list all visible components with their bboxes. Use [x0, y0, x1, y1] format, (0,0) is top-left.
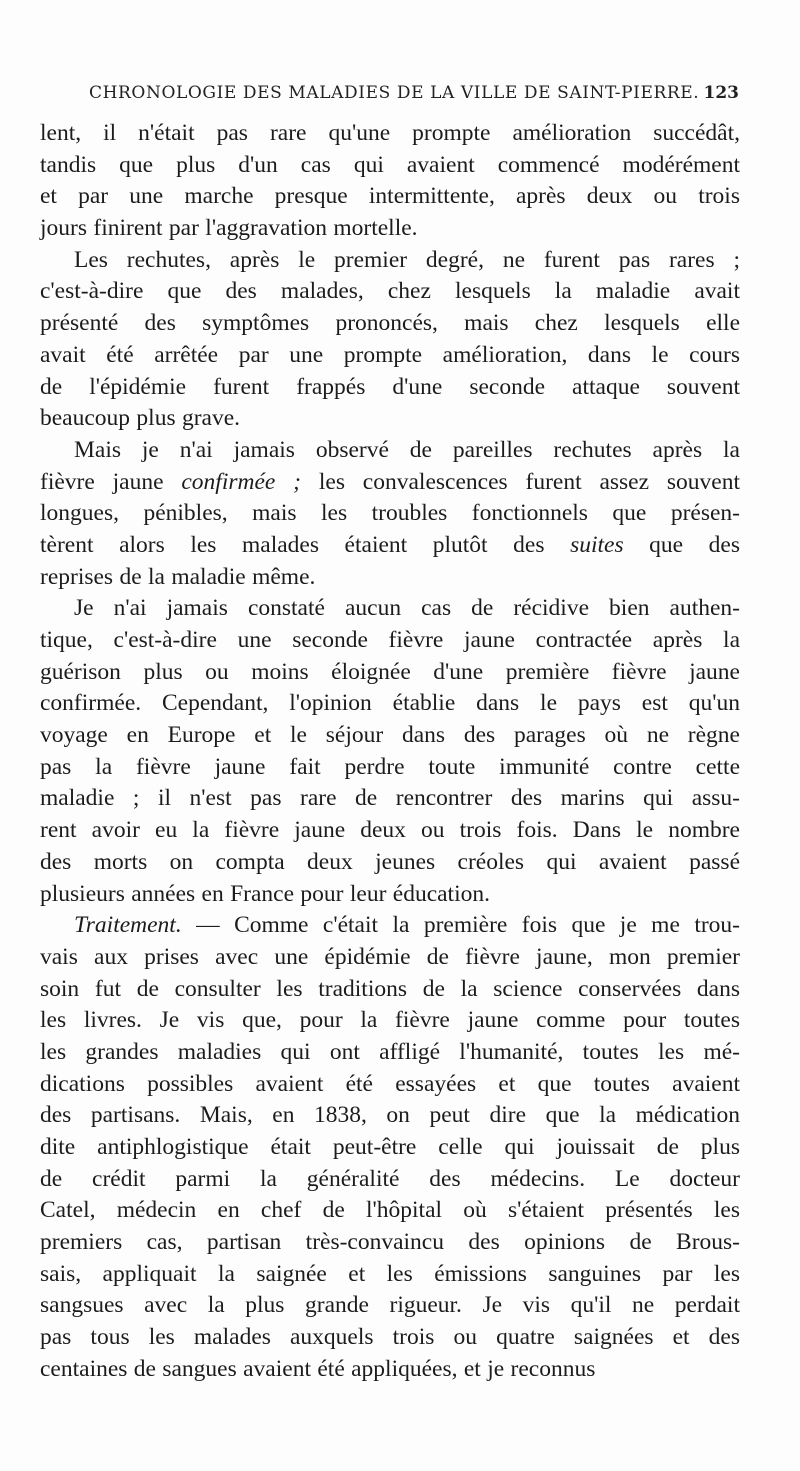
text-run: — Comme c'était la première fois que je me trou- — [181, 912, 740, 939]
text-line: les livres. Je vis que, pour la fièvre jaune comme pour toutes — [40, 1007, 740, 1034]
text-line: pas la fièvre jaune fait perdre toute immunité contre cette — [40, 753, 740, 780]
text-line: vais aux prises avec une épidémie de fièvre jaune, mon premier — [40, 943, 740, 970]
text-line: soin fut de consulter les traditions de la science conservées dans — [40, 975, 740, 1002]
italic-text: suites — [570, 531, 624, 558]
body-text — [40, 118, 740, 1386]
text-line: avait été arrêtée par une prompte amélioration, dans le cours — [40, 341, 740, 368]
text-line: Catel, médecin en chef de l'hôpital où s'étaient présentés les — [40, 1197, 740, 1224]
text-line: guérison plus ou moins éloignée d'une première fièvre jaune — [40, 658, 740, 685]
italic-text: confirmée ; — [181, 468, 302, 495]
text-line: confirmée. Cependant, l'opinion établie dans le pays est qu'un — [40, 690, 740, 717]
text-line: dications possibles avaient été essayées et que toutes avaient — [40, 1070, 740, 1097]
text-line: présenté des symptômes prononcés, mais chez lesquels elle — [40, 310, 740, 337]
text-line: plusieurs années en France pour leur éducation. — [40, 880, 490, 907]
text-line: rent avoir eu la fièvre jaune deux ou trois fois. Dans le nombre — [40, 817, 740, 844]
text-line: beaucoup plus grave. — [40, 405, 241, 432]
text-line — [40, 530, 740, 562]
italic-text: Traitement. — [74, 912, 182, 939]
running-title: CHRONOLOGIE DES MALADIES DE LA VILLE DE SAINT-PIERRE. — [89, 83, 700, 103]
text-line: lent, il n'était pas rare qu'une prompte amélioration succédât, — [40, 120, 740, 146]
text-run: que des — [623, 531, 740, 558]
text-line: Je n'ai jamais constaté aucun cas de récidive bien authen- — [74, 595, 740, 622]
text-line: des partisans. Mais, en 1838, on peut dire que la médication — [40, 1102, 740, 1129]
text-line: maladie ; il n'est pas rare de rencontrer des marins qui assu- — [40, 785, 740, 812]
text-line: pas tous les malades auxquels trois ou quatre saignées et des — [40, 1324, 740, 1351]
text-run: fièvre jaune — [40, 468, 182, 495]
text-line: de l'épidémie furent frappés d'une seconde attaque souvent — [40, 373, 740, 400]
text-line: voyage en Europe et le séjour dans des parages où ne règne — [40, 722, 740, 749]
text-run: tèrent alors les malades étaient plutôt des — [40, 531, 571, 558]
text-line: longues, pénibles, mais les troubles fonctionnels que présen- — [40, 500, 740, 527]
text-line: de crédit parmi la généralité des médecins. Le docteur — [40, 1165, 740, 1192]
text-line: sangsues avec la plus grande rigueur. Je vis qu'il ne perdait — [40, 1292, 740, 1319]
text-line: sais, appliquait la saignée et les émissions sanguines par les — [40, 1260, 740, 1287]
text-line: dite antiphlogistique était peut-être celle qui jouissait de plus — [40, 1134, 740, 1160]
text-line: Mais je n'ai jamais observé de pareilles rechutes après la — [74, 436, 740, 463]
text-line: centaines de sangues avaient été appliquées, et je reconnus — [40, 1355, 596, 1382]
text-line: reprises de la maladie même. — [40, 563, 316, 590]
text-run: les convalescences furent assez souvent — [301, 468, 740, 495]
text-line: Les rechutes, après le premier degré, ne furent pas rares ; — [74, 246, 740, 273]
text-line: jours finirent par l'aggravation mortelle. — [40, 215, 418, 242]
text-line: les grandes maladies qui ont affligé l'humanité, toutes les mé- — [40, 1038, 740, 1065]
text-line — [40, 910, 740, 942]
text-line: tandis que plus d'un cas qui avaient commencé modérément — [40, 151, 740, 178]
text-line — [40, 467, 740, 499]
text-line: et par une marche presque intermittente, après deux ou trois — [40, 183, 740, 210]
text-line: premiers cas, partisan très-convaincu des opinions de Brous- — [40, 1229, 740, 1256]
page-header — [89, 79, 739, 107]
page-number: 123 — [703, 83, 739, 103]
text-line: des morts on compta deux jeunes créoles qui avaient passé — [40, 848, 740, 875]
text-line: tique, c'est-à-dire une seconde fièvre jaune contractée après la — [40, 627, 740, 653]
text-line: c'est-à-dire que des malades, chez lesquels la maladie avait — [40, 278, 740, 305]
